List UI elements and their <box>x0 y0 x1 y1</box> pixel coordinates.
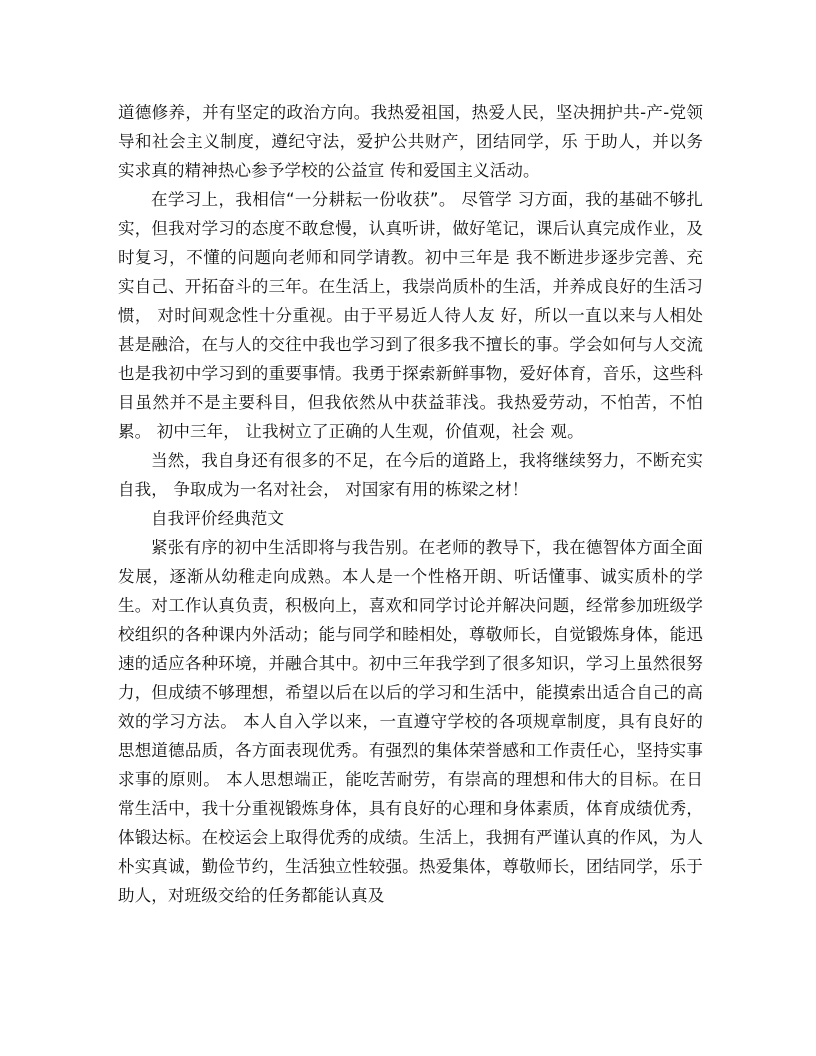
paragraph-self-evaluation: 紧张有序的初中生活即将与我告别。在老师的教导下，我在德智体方面全面发展，逐渐从幼稚走向成熟。本人是一个性格开朗、听话懂事、诚实质朴的学生。对工作认真负责，积极向上，喜欢和同学讨论并解决问题，经常参加班级学校组织的各种课内外活动；能与同学和睦相处，尊敬师长，自觉锻炼身体，能迅速的适应各种环境，并融合其中。初中三年我学到了很多知识，学习上虽然很努力，但成绩不够理想，希望以后在以后的学习和生活中，能摸索出适合自己的高效的学习方法。 本人自入学以来，一直遵守学校的各项规章制度，具有良好的思想道德品质，各方面表现优秀。有强烈的集体荣誉感和工作责任心，坚持实事求事的原则。 本人思想端正，能吃苦耐劳，有崇高的理想和伟大的目标。在日常生活中，我十分重视锻炼身体，具有良好的心理和身体素质，体育成绩优秀，体锻达标。在校运会上取得优秀的成绩。生活上，我拥有严谨认真的作风，为人朴实真诚，勤俭节约，生活独立性较强。热爱集体，尊敬师长，团结同学，乐于助人，对班级交给的任务都能认真及 <box>118 538 703 905</box>
paragraph-civic-values: 道德修养，并有坚定的政治方向。我热爱祖国，热爱人民，坚决拥护共-产-党领导和社会主义制度，遵纪守法，爱护公共财产，团结同学，乐 于助人，并以务实求真的精神热心参予学校的公益宣 传和爱国主义活动。 <box>118 103 703 180</box>
paragraph-shortcomings: 当然，我自身还有很多的不足，在今后的道路上，我将继续努力，不断充实自我， 争取成为一名对社会， 对国家有用的栋梁之材！ <box>118 451 703 499</box>
paragraph-study-and-life: 在学习上，我相信“一分耕耘一份收获”。 尽管学 习方面，我的基础不够扎实，但我对学习的态度不敢怠慢，认真听讲，做好笔记，课后认真完成作业，及时复习，不懂的问题向老师和同学请教。初中三年是 我不断进步逐步完善、充实自己、开拓奋斗的三年。在生活上，我崇尚质朴的生活，并养成良好的生活习惯， 对时间观念性十分重视。由于平易近人待人友 好，所以一直以来与人相处甚是融洽，在与人的交往中我也学习到了很多我不擅长的事。学会如何与人交流也是我初中学习到的重要事情。我勇于探索新鲜事物，爱好体育，音乐，这些科目虽然并不是主要科目，但我依然从中获益菲浅。我热爱劳动，不怕苦，不怕 累。 初中三年， 让我树立了正确的人生观，价值观，社会 观。 <box>118 190 703 441</box>
section-title: 自我评价经典范文 <box>151 509 285 528</box>
document-body <box>118 98 703 910</box>
